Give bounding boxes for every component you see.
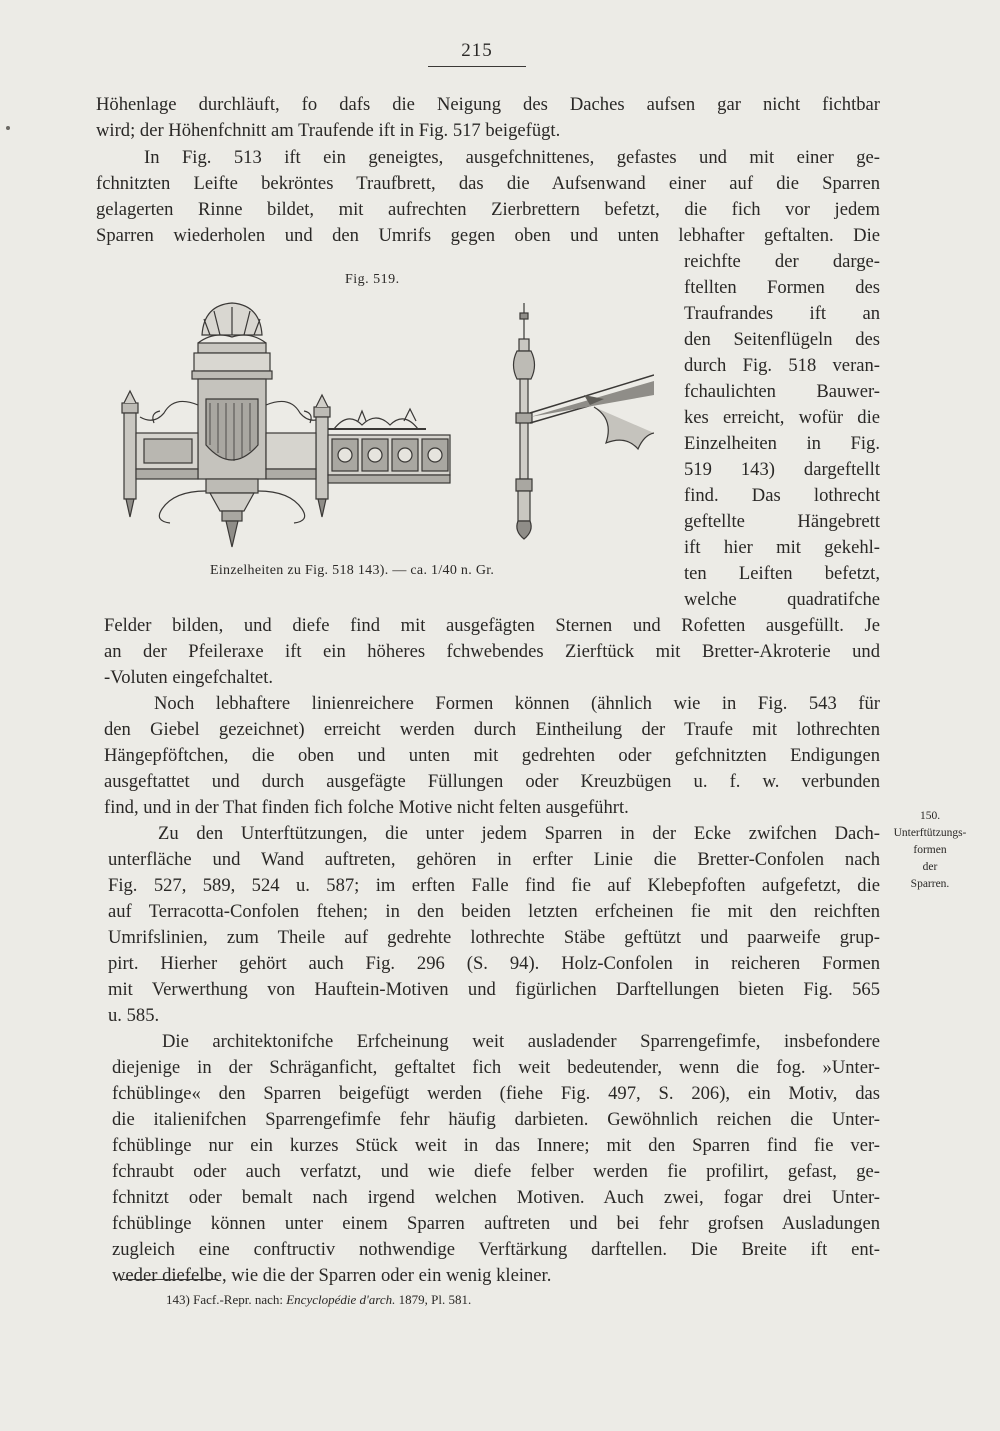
page-number: 215 bbox=[461, 40, 493, 61]
text-line: Umrifslinien, zum Theile auf gedrehte lothrechte Stäbe geftützt und paarweife grup- bbox=[108, 927, 880, 948]
text-line: u. 585. bbox=[108, 1005, 160, 1026]
text-line: an der Pfeileraxe ift ein höheres fchwebendes Zierftück mit Bretter-Akroterie und bbox=[104, 641, 880, 662]
footnote-marker: 143) bbox=[166, 1292, 190, 1307]
text-line: fchüblinge können unter einem Sparren auftreten und bei fehr grofsen Ausladungen bbox=[112, 1213, 880, 1234]
text-line: Die architektonifche Erfcheinung weit ausladender Sparrengefimfe, insbefondere bbox=[162, 1031, 880, 1052]
text-line: Sparren wiederholen und den Umrifs gegen oben und unten lebhafter geftalten. Die bbox=[96, 225, 880, 246]
text-line: zugleich eine conftructiv nothwendige Verftärkung darftellen. Die Breite ift ent- bbox=[112, 1239, 880, 1260]
text-line: Felder bilden, und diefe find mit ausgefägten Sternen und Rofetten ausgefüllt. Je bbox=[104, 615, 880, 636]
margin-note-line: Sparren. bbox=[910, 878, 950, 890]
margin-note-line: 150. bbox=[919, 810, 941, 822]
text-line: den Giebel gezeichnet) erreicht werden durch Eintheilung der Traufe mit lothrechten bbox=[104, 719, 880, 740]
figure-519-drawing bbox=[114, 295, 654, 557]
text-line: geftellte Hängebrett bbox=[684, 511, 880, 532]
text-line: Noch lebhaftere linienreichere Formen können (ähnlich wie in Fig. 543 für bbox=[154, 693, 880, 714]
text-line: unterfläche und Wand auftreten, gehören in erfter Linie die Bretter-Confolen nach bbox=[108, 849, 880, 870]
text-line: gelagerten Rinne bildet, mit aufrechten Zierbrettern befetzt, die fich vor jedem bbox=[96, 199, 880, 220]
text-line: auf Terracotta-Confolen ftehen; in den beiden letzten erfcheinen fie mit den reichften bbox=[108, 901, 880, 922]
text-line: 519 143) dargeftellt bbox=[684, 459, 880, 480]
text-line: reichfte der darge- bbox=[684, 251, 880, 272]
text-line: fchüblinge nur ein kurzes Stück weit in das Innere; mit den Sparren find fie ver- bbox=[112, 1135, 880, 1156]
section-drawing bbox=[514, 303, 655, 539]
text-line: fchraubt oder auch verfatzt, und wie diefe felber werden fie profilirt, gefast, ge- bbox=[112, 1161, 880, 1182]
text-line: pirt. Hierher gehört auch Fig. 296 (S. 94). Holz-Confolen in reicheren Formen bbox=[108, 953, 880, 974]
footnote-rule bbox=[120, 1279, 218, 1280]
footnote-prefix: Facf.-Repr. nach: bbox=[193, 1292, 283, 1307]
margin-note-line: Unterftützungs- bbox=[893, 827, 967, 839]
text-line: ift hier mit gekehl- bbox=[684, 537, 880, 558]
text-line: Traufrandes ift an bbox=[684, 303, 880, 324]
text-line: wird; der Höhenfchnitt am Traufende ift in Fig. 517 beigefügt. bbox=[96, 120, 561, 141]
footnote-source: Encyclopédie d'arch. bbox=[286, 1292, 396, 1307]
text-line: mit Verwerthung von Hauftein-Motiven und figürlichen Darftellungen bieten Fig. 565 bbox=[108, 979, 880, 1000]
margin-note-line: formen bbox=[913, 844, 947, 856]
elevation-drawing bbox=[122, 303, 450, 547]
header-rule bbox=[428, 66, 526, 67]
text-line: ausgeftattet und durch ausgefägte Füllungen oder Kreuzbügen u. f. w. verbunden bbox=[104, 771, 880, 792]
text-line: den Seitenflügeln des bbox=[684, 329, 880, 350]
text-line: find. Das lothrecht bbox=[684, 485, 880, 506]
text-line: Höhenlage durchläuft, fo dafs die Neigung des Daches aufsen gar nicht fichtbar bbox=[96, 94, 880, 115]
text-line: kes erreicht, wofür die bbox=[684, 407, 880, 428]
text-line: durch Fig. 518 veran- bbox=[684, 355, 880, 376]
text-line: In Fig. 513 ift ein geneigtes, ausgefchnittenes, gefastes und mit einer ge- bbox=[144, 147, 880, 168]
text-line: fchnitzten Leifte bekröntes Traufbrett, das die Aufsenwand einer auf die Sparren bbox=[96, 173, 880, 194]
text-line: -Voluten eingefchaltet. bbox=[104, 667, 274, 688]
text-line: welche quadratifche bbox=[684, 589, 880, 610]
margin-note-line: der bbox=[922, 861, 938, 873]
text-line: ftellten Formen des bbox=[684, 277, 880, 298]
text-line: fchnitzt oder bemalt nach irgend welchen Motiven. Auch zwei, fogar drei Unter- bbox=[112, 1187, 880, 1208]
text-line: die italienifchen Sparrengefimfe fehr häufig darbieten. Gewöhnlich reichen die Unter- bbox=[112, 1109, 880, 1130]
text-line: fchaulichten Bauwer- bbox=[684, 381, 880, 402]
margin-note bbox=[882, 808, 978, 893]
text-line: Fig. 527, 589, 524 u. 587; im erften Falle find fie auf Klebepfoften aufgefetzt, die bbox=[108, 875, 880, 896]
text-line: diejenige in der Schräganficht, geftaltet fich weit bedeutender, wenn die fog. »Unter- bbox=[112, 1057, 880, 1078]
text-line: ten Leiften befetzt, bbox=[684, 563, 880, 584]
text-line: Einzelheiten in Fig. bbox=[684, 433, 880, 454]
text-line: find, und in der That finden fich folche Motive nicht felten ausgeführt. bbox=[104, 797, 629, 818]
text-line: weder diefelbe, wie die der Sparren oder ein wenig kleiner. bbox=[112, 1265, 552, 1286]
binding-mark bbox=[6, 126, 10, 130]
figure-label: Fig. 519. bbox=[345, 272, 400, 287]
figure-caption: Einzelheiten zu Fig. 518 143). — ca. 1/40 n. Gr. bbox=[210, 563, 495, 578]
footnote bbox=[166, 1292, 471, 1308]
text-line: Zu den Unterftützungen, die unter jedem Sparren in der Ecke zwifchen Dach- bbox=[158, 823, 880, 844]
footnote-suffix: 1879, Pl. 581. bbox=[398, 1292, 472, 1307]
text-line: Hängepföftchen, die oben und unten mit gedrehten oder gefchnitzten Endigungen bbox=[104, 745, 880, 766]
text-line: fchüblinge« den Sparren beigefügt werden (fiehe Fig. 497, S. 206), ein Motiv, das bbox=[112, 1083, 880, 1104]
